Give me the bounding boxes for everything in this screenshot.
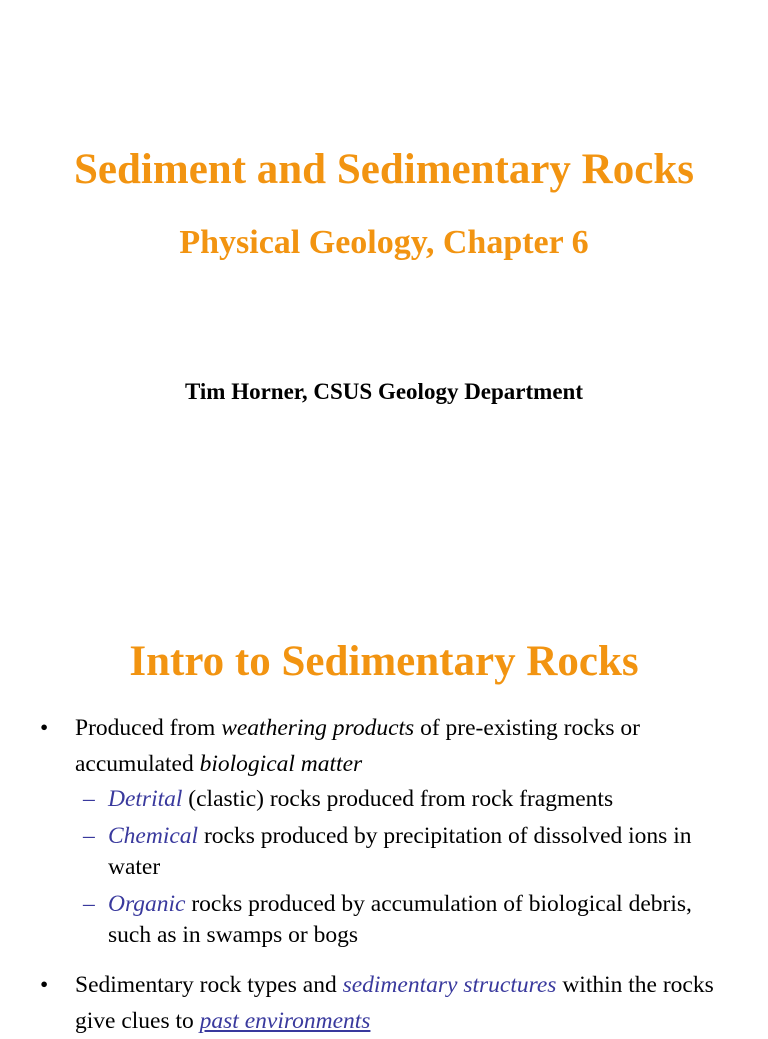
emphasis-text: weathering products: [221, 715, 415, 741]
term-text: Organic: [108, 891, 186, 917]
bullet-list: [0, 710, 768, 1039]
term-text: Chemical: [108, 823, 199, 849]
bullet-text: Produced from weathering products of pre-existing rocks or accumulated biological matter: [75, 715, 640, 777]
term-text: sedimentary structures: [342, 972, 557, 998]
emphasis-text: biological matter: [199, 751, 363, 777]
sub-list: [75, 784, 728, 951]
dash-marker: –: [83, 786, 95, 812]
sub-list-item: [75, 784, 728, 815]
slide-title: Sediment and Sedimentary Rocks: [74, 146, 694, 193]
sub-list-item: [75, 889, 728, 951]
dash-marker: –: [83, 823, 95, 849]
bullet-text: Sedimentary rock types and sedimentary structures within the rocks give clues to past environments: [75, 972, 714, 1034]
sub-text: (clastic) rocks produced from rock fragments: [182, 786, 614, 812]
list-item: [0, 967, 768, 1039]
dash-marker: –: [83, 891, 95, 917]
bullet-marker: •: [40, 715, 49, 741]
sub-text: rocks produced by precipitation of dissolved ions in water: [108, 823, 692, 880]
intro-slide: [0, 560, 768, 1034]
sub-list-item: [75, 821, 728, 883]
hyperlink-text[interactable]: past environments: [199, 1008, 371, 1034]
slide-title: Intro to Sedimentary Rocks: [129, 638, 639, 685]
sub-text: rocks produced by accumulation of biological debris, such as in swamps or bogs: [108, 891, 692, 948]
term-text: Detrital: [108, 786, 183, 812]
bullet-marker: •: [40, 972, 49, 998]
slide-subtitle: Physical Geology, Chapter 6: [179, 224, 589, 261]
list-item: [0, 710, 768, 951]
author-line: Tim Horner, CSUS Geology Department: [184, 379, 583, 404]
